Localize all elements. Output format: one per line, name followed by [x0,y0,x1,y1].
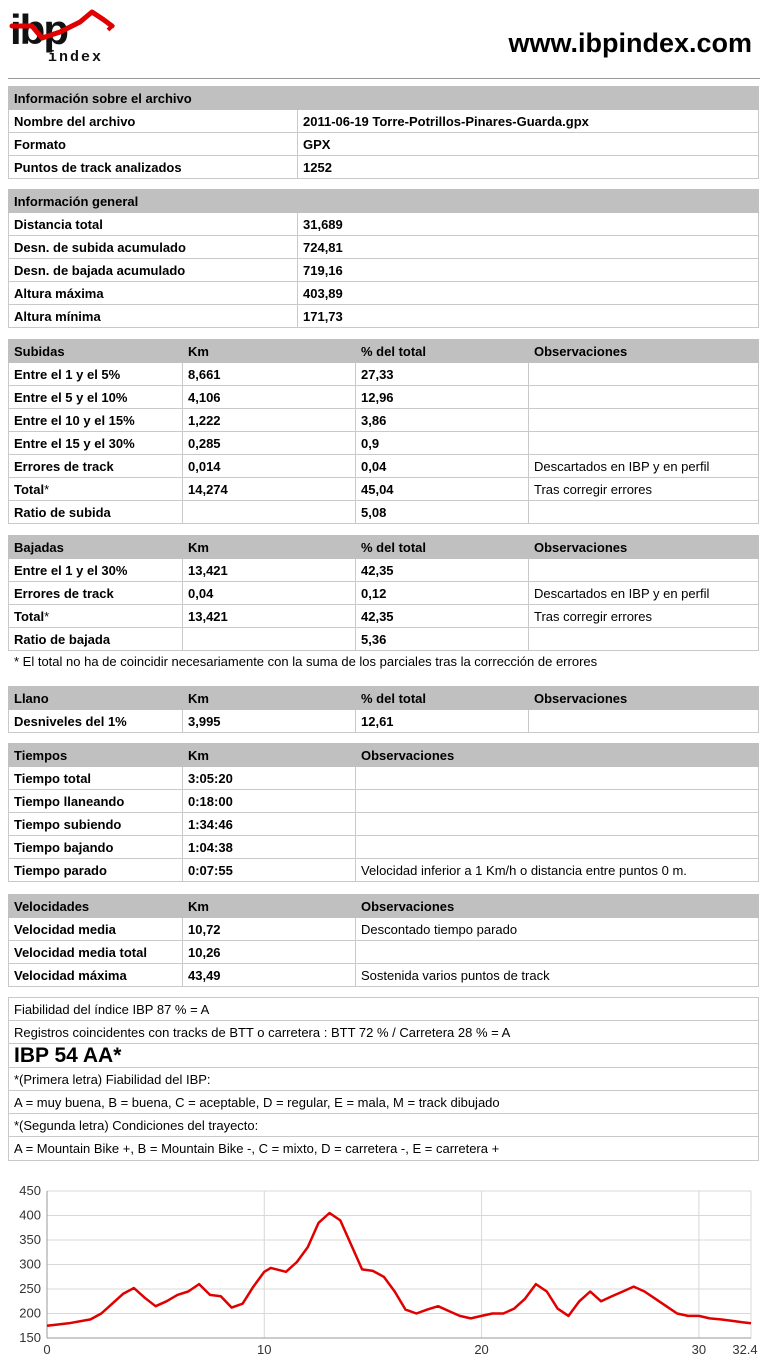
label-cell: Errores de track [9,582,183,605]
label-cell: Desn. de subida acumulado [9,236,298,259]
column-header: % del total [356,687,529,710]
percent-cell: 27,33 [356,363,529,386]
table-row [9,213,759,236]
table-row [9,455,759,478]
ibp-score: IBP 54 AA* [9,1044,758,1068]
obs-cell [529,559,759,582]
obs-cell [529,363,759,386]
value-cell: 2011-06-19 Torre-Potrillos-Pinares-Guarda.gpx [298,110,759,133]
header-divider [8,78,760,79]
label-cell: Velocidad media [9,918,183,941]
km-cell: 13,421 [183,605,356,628]
percent-cell: 0,12 [356,582,529,605]
km-cell: 1,222 [183,409,356,432]
label-cell: Entre el 10 y el 15% [9,409,183,432]
ibp-index-logo [8,6,124,66]
label-cell: Tiempo llaneando [9,790,183,813]
time-cell: 3:05:20 [183,767,356,790]
label-cell: Entre el 5 y el 10% [9,386,183,409]
obs-cell [529,432,759,455]
km-cell: 0,014 [183,455,356,478]
asterisk-mark: * [44,608,50,624]
table-row [9,941,759,964]
x-tick-label: 10 [257,1342,272,1357]
obs-cell [529,409,759,432]
label-cell: Total [14,481,45,497]
table-row [9,110,759,133]
label-cell: Puntos de track analizados [9,156,298,179]
label-cell: Velocidad media total [9,941,183,964]
site-url[interactable]: www.ibpindex.com [508,28,752,58]
label-cell: Desn. de bajada acumulado [9,259,298,282]
bajadas-table [8,535,759,651]
speed-cell: 10,72 [183,918,356,941]
registros-text: Registros coincidentes con tracks de BTT o carretera : BTT 72 % / Carretera 28 % = A [9,1021,758,1044]
percent-cell: 0,04 [356,455,529,478]
chart-grid [47,1191,751,1338]
obs-cell: Sostenida varios puntos de track [356,964,759,987]
label-cell: Desniveles del 1% [9,710,183,733]
segunda-letra-legend: A = Mountain Bike +, B = Mountain Bike -, C = mixto, D = carretera -, E = carretera + [14,1141,500,1156]
table-row [9,859,759,882]
tiempos-table [8,743,759,882]
table-row [9,133,759,156]
x-axis-ticks [43,1342,706,1357]
label-cell: Total [14,608,45,624]
table-row [9,918,759,941]
time-cell: 1:34:46 [183,813,356,836]
percent-cell: 42,35 [356,559,529,582]
label-cell: Tiempo bajando [9,836,183,859]
y-tick-label: 450 [19,1183,41,1198]
obs-cell [529,628,759,651]
value-cell: 724,81 [298,236,759,259]
percent-cell: 12,61 [356,710,529,733]
obs-cell [356,790,759,813]
km-cell: 14,274 [183,478,356,501]
column-header: Velocidades [9,895,183,918]
table-row [9,582,759,605]
column-header: % del total [356,340,529,363]
y-tick-label: 250 [19,1281,41,1296]
x-tick-label: 30 [691,1342,707,1357]
column-header: Km [183,687,356,710]
percent-cell: 45,04 [356,478,529,501]
km-cell: 3,995 [183,710,356,733]
label-cell: Nombre del archivo [9,110,298,133]
time-cell: 0:07:55 [183,859,356,882]
column-header: Km [183,340,356,363]
elevation-line [47,1213,751,1326]
table-row [9,813,759,836]
x-tick-label: 0 [43,1342,51,1357]
table-row [9,259,759,282]
velocidades-table [8,894,759,987]
obs-cell: Tras corregir errores [529,478,759,501]
column-header: Observaciones [529,687,759,710]
obs-cell [356,767,759,790]
obs-cell: Descartados en IBP y en perfil [529,582,759,605]
column-header: Tiempos [9,744,183,767]
table-row [9,363,759,386]
km-cell: 8,661 [183,363,356,386]
logo-main-text: ibp [10,6,67,53]
general-header: Información general [9,190,759,213]
column-header: Km [183,744,356,767]
table-row [9,432,759,455]
y-tick-label: 150 [19,1330,41,1345]
archivo-table [8,86,759,179]
km-cell: 0,04 [183,582,356,605]
y-tick-label: 350 [19,1232,41,1247]
km-cell [183,628,356,651]
table-row [9,605,759,628]
column-header: % del total [356,536,529,559]
obs-cell [356,941,759,964]
errors-footnote: * El total no ha de coincidir necesariamente con la suma de los parciales tras la corrección de errores [14,654,598,669]
label-cell: Entre el 1 y el 5% [9,363,183,386]
label-cell: Ratio de subida [9,501,183,524]
y-axis-ticks [19,1183,41,1345]
page-header [0,0,770,76]
value-cell: 171,73 [298,305,759,328]
segunda-letra-title: *(Segunda letra) Condiciones del trayecto: [9,1114,758,1137]
speed-cell: 43,49 [183,964,356,987]
table-row [9,559,759,582]
percent-cell: 5,36 [356,628,529,651]
obs-cell [529,501,759,524]
time-cell: 1:04:38 [183,836,356,859]
column-header: Km [183,895,356,918]
label-cell: Tiempo total [9,767,183,790]
y-tick-label: 300 [19,1256,41,1272]
column-header: Observaciones [529,340,759,363]
obs-cell [529,710,759,733]
label-cell: Formato [9,133,298,156]
table-row [9,305,759,328]
km-cell: 0,285 [183,432,356,455]
ibp-info-box [8,997,759,1161]
km-cell: 4,106 [183,386,356,409]
time-cell: 0:18:00 [183,790,356,813]
label-cell: Tiempo subiendo [9,813,183,836]
table-row [9,409,759,432]
obs-cell [356,836,759,859]
x-end-label: 32.4 [732,1342,758,1357]
value-cell: 719,16 [298,259,759,282]
label-cell: Distancia total [9,213,298,236]
label-cell: Errores de track [9,455,183,478]
table-row [9,501,759,524]
label-cell: Tiempo parado [9,859,183,882]
y-tick-label: 400 [19,1207,41,1223]
obs-cell [356,813,759,836]
speed-cell: 10,26 [183,941,356,964]
obs-cell: Tras corregir errores [529,605,759,628]
table-row [9,710,759,733]
table-row [9,282,759,305]
percent-cell: 5,08 [356,501,529,524]
column-header: Llano [9,687,183,710]
x-tick-label: 20 [474,1342,489,1357]
value-cell: 31,689 [298,213,759,236]
table-row [9,478,759,501]
column-header: Km [183,536,356,559]
percent-cell: 3,86 [356,409,529,432]
value-cell: 403,89 [298,282,759,305]
subidas-table [8,339,759,524]
label-cell: Ratio de bajada [9,628,183,651]
logo-sub-text: index [48,49,104,66]
value-cell: GPX [298,133,759,156]
asterisk-mark: * [44,481,50,497]
llano-table [8,686,759,733]
table-row [9,628,759,651]
label-cell: Velocidad máxima [9,964,183,987]
table-row [9,836,759,859]
km-cell [183,501,356,524]
column-header: Subidas [9,340,183,363]
km-cell: 13,421 [183,559,356,582]
table-row [9,386,759,409]
archivo-header: Información sobre el archivo [9,87,759,110]
percent-cell: 12,96 [356,386,529,409]
percent-cell: 42,35 [356,605,529,628]
percent-cell: 0,9 [356,432,529,455]
column-header: Bajadas [9,536,183,559]
elevation-profile-chart [0,1176,770,1369]
primera-letra-title: *(Primera letra) Fiabilidad del IBP: [9,1068,758,1091]
obs-cell: Velocidad inferior a 1 Km/h o distancia entre puntos 0 m. [356,859,759,882]
obs-cell: Descontado tiempo parado [356,918,759,941]
column-header: Observaciones [356,744,759,767]
y-tick-label: 200 [19,1305,41,1321]
fiabilidad-text: Fiabilidad del índice IBP 87 % = A [9,998,758,1021]
column-header: Observaciones [356,895,759,918]
column-header: Observaciones [529,536,759,559]
label-cell: Altura mínima [9,305,298,328]
table-row [9,156,759,179]
table-row [9,790,759,813]
general-table [8,189,759,328]
value-cell: 1252 [298,156,759,179]
table-row [9,236,759,259]
obs-cell [529,386,759,409]
table-row [9,964,759,987]
label-cell: Altura máxima [9,282,298,305]
obs-cell: Descartados en IBP y en perfil [529,455,759,478]
label-cell: Entre el 1 y el 30% [9,559,183,582]
primera-letra-legend: A = muy buena, B = buena, C = aceptable, D = regular, E = mala, M = track dibujado [9,1091,758,1114]
table-row [9,767,759,790]
label-cell: Entre el 15 y el 30% [9,432,183,455]
